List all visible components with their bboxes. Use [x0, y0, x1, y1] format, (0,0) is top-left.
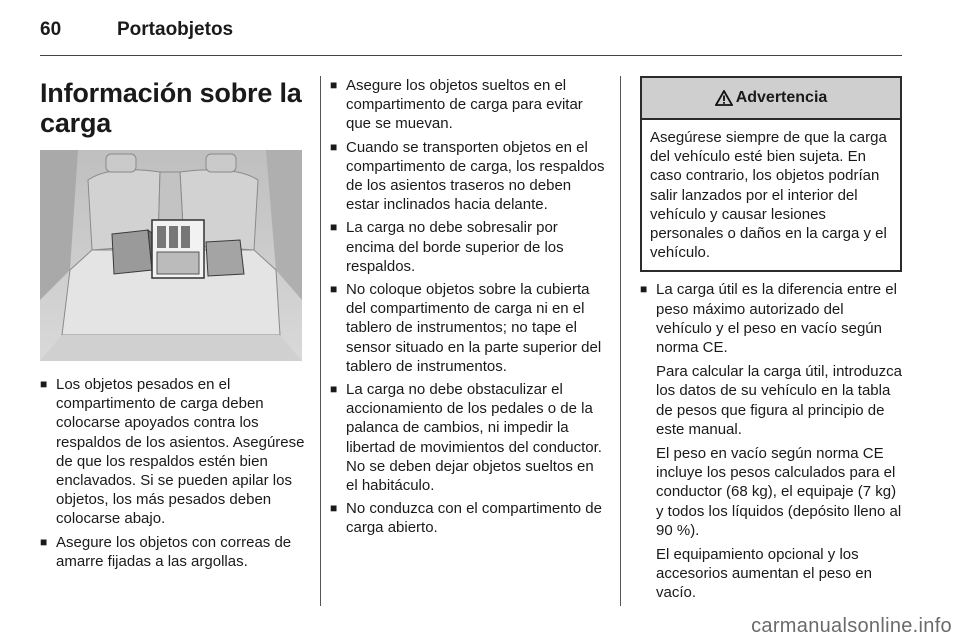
watermark: carmanualsonline.info	[751, 615, 952, 637]
list-item	[330, 138, 605, 215]
chapter-title: Portaobjetos	[117, 19, 234, 40]
bullet-icon: ■	[640, 282, 648, 297]
bullet-text: No conduzca con el compartimento de carga abierto.	[346, 500, 602, 537]
warning-box	[640, 76, 902, 272]
column-divider-2	[620, 76, 621, 606]
list-item	[330, 280, 605, 376]
list-item	[640, 280, 902, 357]
bullet-icon: ■	[330, 139, 338, 154]
list-item	[40, 533, 305, 571]
warning-triangle-icon	[715, 90, 733, 106]
warning-title: Advertencia	[735, 89, 828, 107]
bullet-icon: ■	[330, 220, 338, 235]
column-1	[40, 76, 305, 138]
paragraph: El equipamiento opcional y los accesorios aumentan el peso en vacío.	[656, 546, 872, 602]
bullet-text: Los objetos pesados en el compartimento de carga deben colocarse apoyados contra los respaldos de los asientos. Asegúrese de que los respaldos estén bien enclavados. Si se pueden apilar los objetos, los más pesados deben colocarse abajo.	[56, 376, 305, 528]
page-number: 60	[40, 19, 62, 40]
list-item	[330, 218, 605, 276]
bullet-icon: ■	[330, 501, 338, 516]
list-item	[330, 76, 605, 134]
bullet-text: La carga no debe sobresalir por encima del borde superior de los respaldos.	[346, 219, 564, 275]
list-item	[40, 375, 305, 529]
column-divider-1	[320, 76, 321, 606]
header-divider	[40, 55, 902, 56]
bullet-text: Asegure los objetos sueltos en el compartimento de carga para evitar que se muevan.	[346, 77, 583, 133]
column-3	[640, 76, 902, 603]
paragraph: Para calcular la carga útil, introduzca los datos de su vehículo en la tabla de pesos que figura al principio de este manual.	[656, 363, 902, 438]
section-title: Información sobre la carga	[40, 78, 302, 138]
paragraph: El peso en vacío según norma CE incluye los pesos calculados para el conductor (68 kg), el equipaje (7 kg) y todos los líquidos (depósito lleno al 90 %).	[656, 445, 902, 539]
bullet-text: Cuando se transporten objetos en el compartimento de carga, los respaldos de los asientos traseros no deben estar inclinados hacia delante.	[346, 138, 605, 214]
warning-text: Asegúrese siempre de que la carga del vehículo esté bien sujeta. En caso contrario, los objetos podrían salir lanzados por el interior del vehículo y causar lesiones personales o daños en la carga y el vehículo.	[650, 129, 887, 262]
bullet-icon: ■	[330, 282, 338, 297]
bullet-icon: ■	[40, 377, 48, 391]
warning-header	[642, 78, 900, 120]
bullet-icon: ■	[330, 78, 338, 92]
list-item	[330, 380, 605, 495]
bullet-text: Asegure los objetos con correas de amarre fijadas a las argollas.	[56, 533, 292, 570]
bullet-icon: ■	[40, 534, 48, 549]
cargo-compartment-illustration	[40, 150, 302, 361]
bullet-text: No coloque objetos sobre la cubierta del compartimento de carga ni en el tablero de instrumentos; no tape el sensor situado en la parte superior del tablero de instrumentos.	[346, 281, 602, 375]
list-item	[330, 499, 605, 537]
column-2	[330, 76, 605, 542]
bullet-text: La carga útil es la diferencia entre el peso máximo autorizado del vehículo y el peso en vacío según norma CE.	[656, 281, 897, 357]
column-1-bullets	[40, 375, 305, 575]
bullet-icon: ■	[330, 382, 338, 397]
bullet-text: La carga no debe obstaculizar el accionamiento de los pedales o de la palanca de cambios, ni impedir la libertad de movimientos del conductor. No se deben dejar objetos sueltos en el habitáculo.	[346, 381, 602, 495]
page-header	[0, 0, 960, 52]
